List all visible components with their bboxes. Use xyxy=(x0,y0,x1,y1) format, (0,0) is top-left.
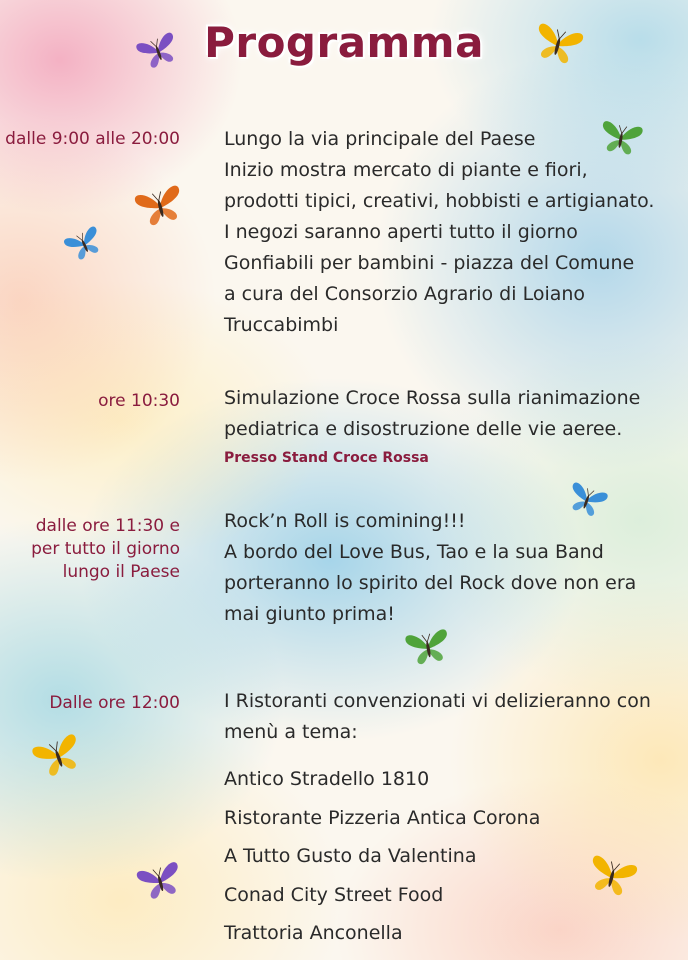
list-item: Trattoria Anconella xyxy=(224,922,403,944)
location-note: Presso Stand Croce Rossa xyxy=(224,450,429,466)
schedule-time: ore 10:30 xyxy=(98,391,180,411)
list-item: Ristorante Pizzeria Antica Corona xyxy=(224,806,541,829)
butterfly-icon xyxy=(58,219,109,269)
list-item: Antico Stradello 1810 xyxy=(224,768,430,790)
schedule-description: Rock’n Roll is comining!!! A bordo del Love Bus, Tao e la sua Band porteranno lo spirito del Rock dove non era mai giunto prima! xyxy=(224,510,637,625)
butterfly-icon xyxy=(581,848,643,904)
restaurant-list xyxy=(224,760,540,953)
schedule-description: I Ristoranti convenzionati vi delizieranno con menù a tema: xyxy=(224,690,651,743)
schedule-time: dalle 9:00 alle 20:00 xyxy=(5,129,180,149)
schedule-description: Simulazione Croce Rossa sulla rianimazione pediatrica e disostruzione delle vie aeree. xyxy=(224,387,641,440)
list-item: Conad City Street Food xyxy=(224,883,444,906)
list-item: A Tutto Gusto da Valentina xyxy=(224,845,477,867)
butterfly-icon xyxy=(129,178,191,234)
schedule-time: Dalle ore 12:00 xyxy=(49,693,180,713)
butterfly-icon xyxy=(131,855,188,908)
schedule-description: Lungo la via principale del Paese Inizio mostra mercato di piante e fiori, prodotti tipici, creativi, hobbisti e artigianato. I negozi saranno aperti tutto il giorno Gonfiabili per bambini - piazza del Comune a cura del Consorzio Agrario di Loiano Truccabimbi xyxy=(224,128,655,336)
schedule-time: dalle ore 11:30 e per tutto il giorno lungo il Paese xyxy=(31,516,180,582)
page-title: Programma xyxy=(204,18,484,67)
butterfly-icon xyxy=(26,726,90,785)
